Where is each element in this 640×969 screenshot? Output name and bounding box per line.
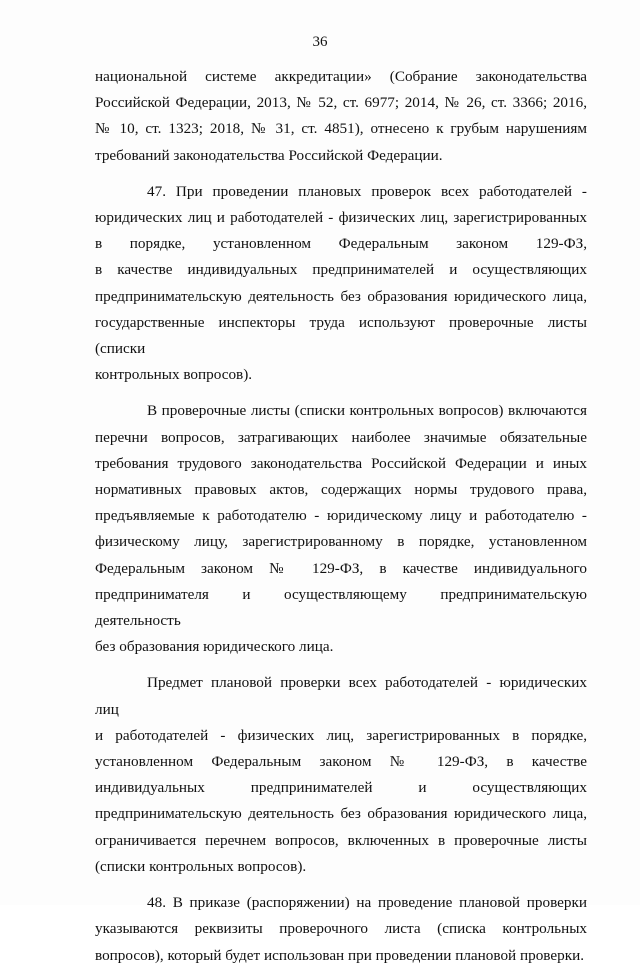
page-number: 36: [312, 34, 328, 50]
text-line: в порядке, установленном Федеральным законом 129-ФЗ,: [95, 235, 587, 253]
text-line: 48. В приказе (распоряжении) на проведение плановой проверки: [147, 894, 587, 912]
text-line: юридических лиц и работодателей - физических лиц, зарегистрированных: [95, 209, 587, 227]
text-line: перечни вопросов, затрагивающих наиболее значимые обязательные: [95, 428, 587, 446]
text-line: физическому лицу, зарегистрированному в порядке, установленном: [95, 533, 587, 551]
text-line: Федеральным законом № 129-ФЗ, в качестве индивидуального: [95, 559, 587, 577]
text-line: государственные инспекторы труда используют проверочные листы (списки: [95, 313, 587, 358]
text-line: В проверочные листы (списки контрольных вопросов) включаются: [147, 402, 587, 420]
text-line: в качестве индивидуальных предпринимателей и осуществляющих: [95, 261, 587, 279]
text-line: контрольных вопросов).: [95, 366, 253, 384]
text-line: Российской Федерации, 2013, № 52, ст. 6977; 2014, № 26, ст. 3366; 2016,: [95, 94, 587, 112]
paragraph: [95, 398, 587, 660]
paragraph: [95, 179, 587, 389]
text-line: требований законодательства Российской Федерации.: [95, 146, 443, 164]
text-line: требования трудового законодательства Российской Федерации и иных: [95, 454, 587, 472]
text-line: ограничивается перечнем вопросов, включенных в проверочные листы: [95, 831, 587, 849]
text-line: индивидуальных предпринимателей и осуществляющих: [95, 779, 587, 797]
text-line: предпринимательскую деятельность без образования юридического лица,: [95, 805, 587, 823]
text-line: и работодателей - физических лиц, зарегистрированных в порядке,: [95, 726, 587, 744]
text-line: без образования юридического лица.: [95, 638, 334, 656]
text-line: № 10, ст. 1323; 2018, № 31, ст. 4851), отнесено к грубым нарушениям: [95, 120, 587, 138]
text-line: предпринимателя и осуществляющему предпринимательскую деятельность: [95, 585, 587, 630]
document-body: [95, 64, 587, 969]
text-line: установленном Федеральным законом № 129-ФЗ, в качестве: [95, 753, 587, 771]
text-line: вопросов), который будет использован при проведении плановой проверки.: [95, 946, 585, 964]
text-line: Предмет плановой проверки всех работодателей - юридических лиц: [95, 674, 587, 718]
text-line: предъявляемые к работодателю - юридическому лицу и работодателю -: [95, 507, 587, 525]
text-line: 47. При проведении плановых проверок всех работодателей -: [147, 182, 587, 200]
paragraph: [95, 890, 587, 969]
text-line: нормативных правовых актов, содержащих нормы трудового права,: [95, 481, 587, 499]
text-line: национальной системе аккредитации» (Собрание законодательства: [95, 68, 587, 85]
paragraph: [95, 670, 587, 880]
text-line: (списки контрольных вопросов).: [95, 857, 307, 875]
text-line: указываются реквизиты проверочного листа (списка контрольных: [95, 920, 587, 938]
paragraph: [95, 64, 587, 169]
text-line: предпринимательскую деятельность без образования юридического лица,: [95, 287, 587, 305]
